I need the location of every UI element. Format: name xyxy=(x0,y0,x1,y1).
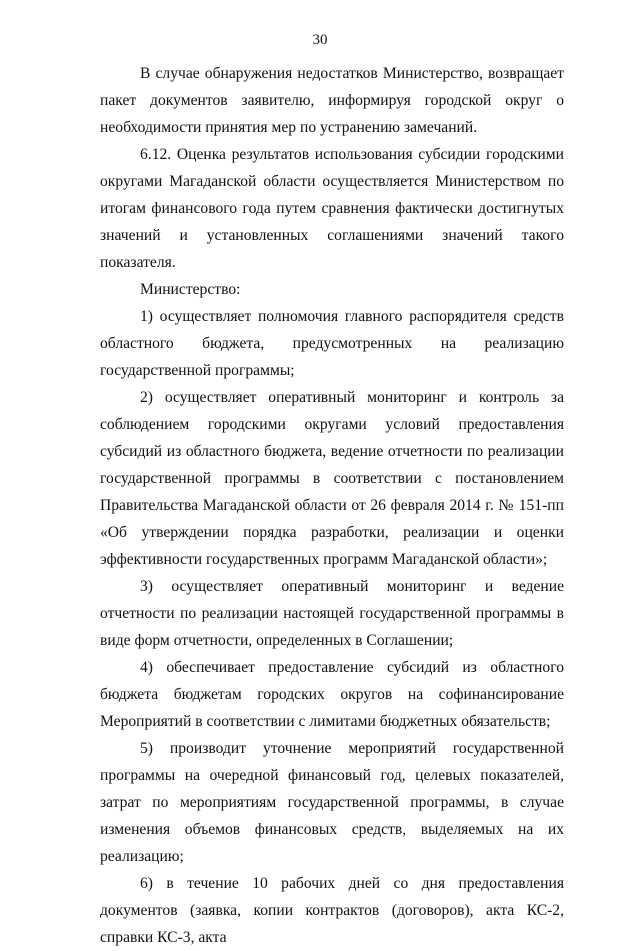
paragraph-deficiencies: В случае обнаружения недостатков Министерство, возвращает пакет документов заявителю, информируя городской округ о необходимости принятия мер по устранению замечаний. xyxy=(100,65,564,136)
list-item-4: 4) обеспечивает предоставление субсидий из областного бюджета бюджетам городских округов на софинансирование Мероприятий в соответствии с лимитами бюджетных обязательств; xyxy=(100,659,564,730)
paragraph-ministry-heading: Министерство: xyxy=(140,281,241,298)
list-item-2: 2) осуществляет оперативный мониторинг и контроль за соблюдением городскими округами условий предоставления субсидий из областного бюджета, ведение отчетности по реализации государственной программы в соответствии с постановлением Правительства Магаданской области от 26 февраля 2014 г. № 151-пп «Об утверждении порядка разработки, реализации и оценки эффективности государственных программ Магаданской области»; xyxy=(100,389,564,568)
list-item-5: 5) производит уточнение мероприятий государственной программы на очередной финансовый год, целевых показателей, затрат по мероприятиям государственной программы, в случае изменения объемов финансовых средств, выделяемых на их реализацию; xyxy=(100,740,564,865)
list-item-6: 6) в течение 10 рабочих дней со дня предоставления документов (заявка, копии контрактов (договоров), акта КС-2, справки КС-3, акта xyxy=(100,875,564,946)
list-item-1: 1) осуществляет полномочия главного распорядителя средств областного бюджета, предусмотренных на реализацию государственной программы; xyxy=(100,308,564,379)
paragraph-6-12: 6.12. Оценка результатов использования субсидии городскими округами Магаданской области осуществляется Министерством по итогам финансового года путем сравнения фактически достигнутых значений и установленных соглашениями значений такого показателя. xyxy=(100,146,564,271)
page-number: 30 xyxy=(312,32,328,48)
list-item-3: 3) осуществляет оперативный мониторинг и ведение отчетности по реализации настоящей государственной программы в виде форм отчетности, определенных в Соглашении; xyxy=(100,578,564,649)
document-body xyxy=(100,60,564,951)
